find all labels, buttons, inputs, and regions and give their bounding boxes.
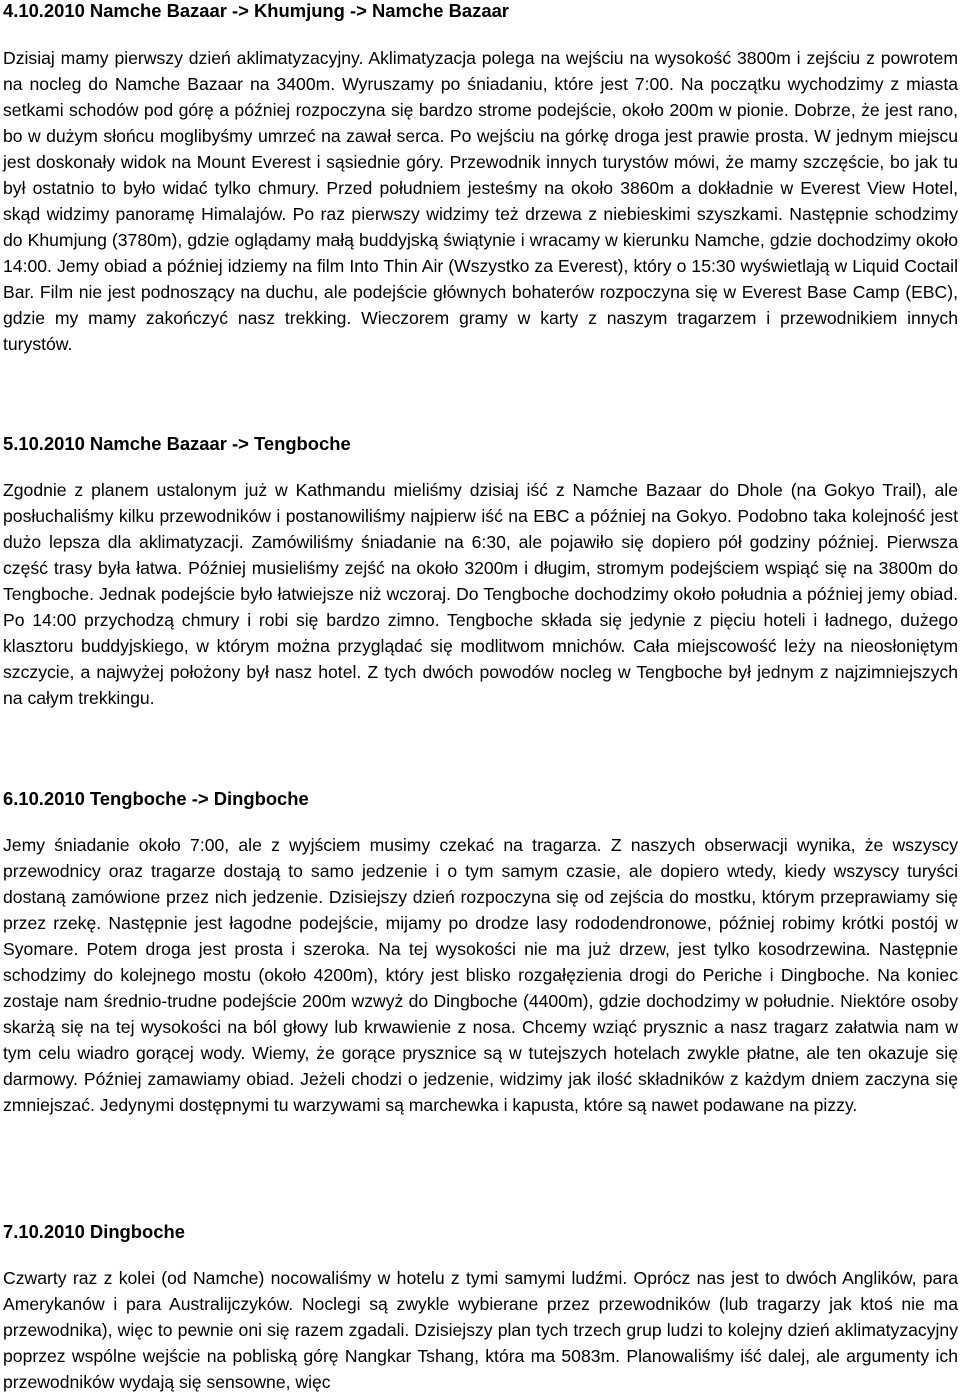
section-heading: 6.10.2010 Tengboche -> Dingboche bbox=[3, 788, 309, 809]
section-paragraph: Dzisiaj mamy pierwszy dzień aklimatyzacyjny. Aklimatyzacja polega na wejściu na wysokość 3800m i zejściu z powrotem na nocleg do Namche Bazaar na 3400m. Wyruszamy po śniadaniu, które jest 7:00. Na początku wychodzimy z miasta setkami schodów pod górę a później rozpoczyna się bardzo strome podejście, około 200m w pionie. Dobrze, że jest rano, bo w dużym słońcu moglibyśmy umrzeć na zawał serca. Po wejściu na górkę droga jest prawie prosta. W jednym miejscu jest doskonały widok na Mount Everest i sąsiednie góry. Przewodnik innych turystów mówi, że mamy szczęście, bo jak tu był ostatnio to było widać tylko chmury. Przed południem jesteśmy na około 3860m a dokładnie w Everest View Hotel, skąd widzimy panoramę Himalajów. Po raz pierwszy widzimy też drzewa z niebieskimi szyszkami. Następnie schodzimy do Khumjung (3780m), gdzie oglądamy małą buddyjską świątynie i wracamy w kierunku Namche, gdzie dochodzimy około 14:00. Jemy obiad a później idziemy na film Into Thin Air (Wszystko za Everest), który o 15:30 wyświetlają w Liquid Coctail Bar. Film nie jest podnoszący na duchu, ale podejście głównych bohaterów rozpoczyna się w Everest Base Camp (EBC), gdzie my mamy zakończyć nasz trekking. Wieczorem gramy w karty z naszym tragarzem i przewodnikiem innych turystów. bbox=[3, 48, 958, 354]
section-heading: 7.10.2010 Dingboche bbox=[3, 1221, 185, 1242]
section-paragraph: Jemy śniadanie około 7:00, ale z wyjściem musimy czekać na tragarza. Z naszych obserwacji wynika, że wszyscy przewodnicy oraz tragarze dostają to samo jedzenie i o tym samym czasie, ale dopiero wtedy, kiedy wszyscy turyści dostaną zamówione przez nich jedzenie. Dzisiejszy dzień rozpoczyna się od zejścia do mostku, którym przeprawiamy się przez rzekę. Następnie jest łagodne podejście, mijamy po drodze lasy rododendronowe, później robimy krótki postój w Syomare. Potem droga jest prosta i szeroka. Na tej wysokości nie ma już drzew, jest tylko kosodrzewina. Następnie schodzimy do kolejnego mostu (około 4200m), który jest blisko rozgałęzienia drogi do Periche i Dingboche. Na koniec zostaje nam średnio-trudne podejście 200m wzwyż do Dingboche (4400m), gdzie dochodzimy w południe. Niektóre osoby skarżą się na tej wysokości na ból głowy lub krwawienie z nosa. Chcemy wziąć prysznic a nasz tragarz załatwia nam w tym celu wiadro gorącej wody. Wiemy, że gorące prysznice są w tutejszych hotelach zwykle płatne, ale ten okazuje się darmowy. Później zamawiamy obiad. Jeżeli chodzi o jedzenie, widzimy jak ilość składników z każdym dniem zaczyna się zmniejszać. Jedynymi dostępnymi tu warzywami są marchewka i kapusta, które są nawet podawane na pizzy. bbox=[3, 835, 958, 1115]
section-heading: 4.10.2010 Namche Bazaar -> Khumjung -> Namche Bazaar bbox=[3, 0, 509, 21]
section-heading: 5.10.2010 Namche Bazaar -> Tengboche bbox=[3, 433, 351, 454]
section-paragraph: Czwarty raz z kolei (od Namche) nocowaliśmy w hotelu z tymi samymi ludźmi. Oprócz nas jest to dwóch Anglików, para Amerykanów i para Australijczyków. Noclegi są zwykle wybierane przez przewodników (lub tragarzy jak ktoś nie ma przewodnika), więc to pewnie oni się razem zgadali. Dzisiejszy plan tych trzech grup ludzi to kolejny dzień aklimatyzacyjny poprzez wspólne wejście na pobliską górę Nangkar Tshang, która ma 5083m. Planowaliśmy iść dalej, ale argumenty ich przewodników wydają się sensowne, więc bbox=[3, 1268, 958, 1392]
section-paragraph: Zgodnie z planem ustalonym już w Kathmandu mieliśmy dzisiaj iść z Namche Bazaar do Dhole (na Gokyo Trail), ale posłuchaliśmy kilku przewodników i postanowiliśmy najpierw iść na EBC a później na Gokyo. Podobno taka kolejność jest dużo lepsza dla aklimatyzacji. Zamówiliśmy śniadanie na 6:30, ale pojawiło się dopiero pół godziny później. Pierwsza część trasy była łatwa. Później musieliśmy zejść na około 3200m i długim, stromym podejściem wspiąć się na 3800m do Tengboche. Jednak podejście było łatwiejsze niż wczoraj. Do Tengboche dochodzimy około południa a później jemy obiad. Po 14:00 przychodzą chmury i robi się bardzo zimno. Tengboche składa się jedynie z pięciu hoteli i ładnego, dużego klasztoru buddyjskiego, w którym można przyglądać się modlitwom mnichów. Cała miejscowość leży na nieosłoniętym szczycie, a najwyżej położony był nasz hotel. Z tych dwóch powodów nocleg w Tengboche był jednym z najzimniejszych na całym trekkingu. bbox=[3, 480, 958, 708]
